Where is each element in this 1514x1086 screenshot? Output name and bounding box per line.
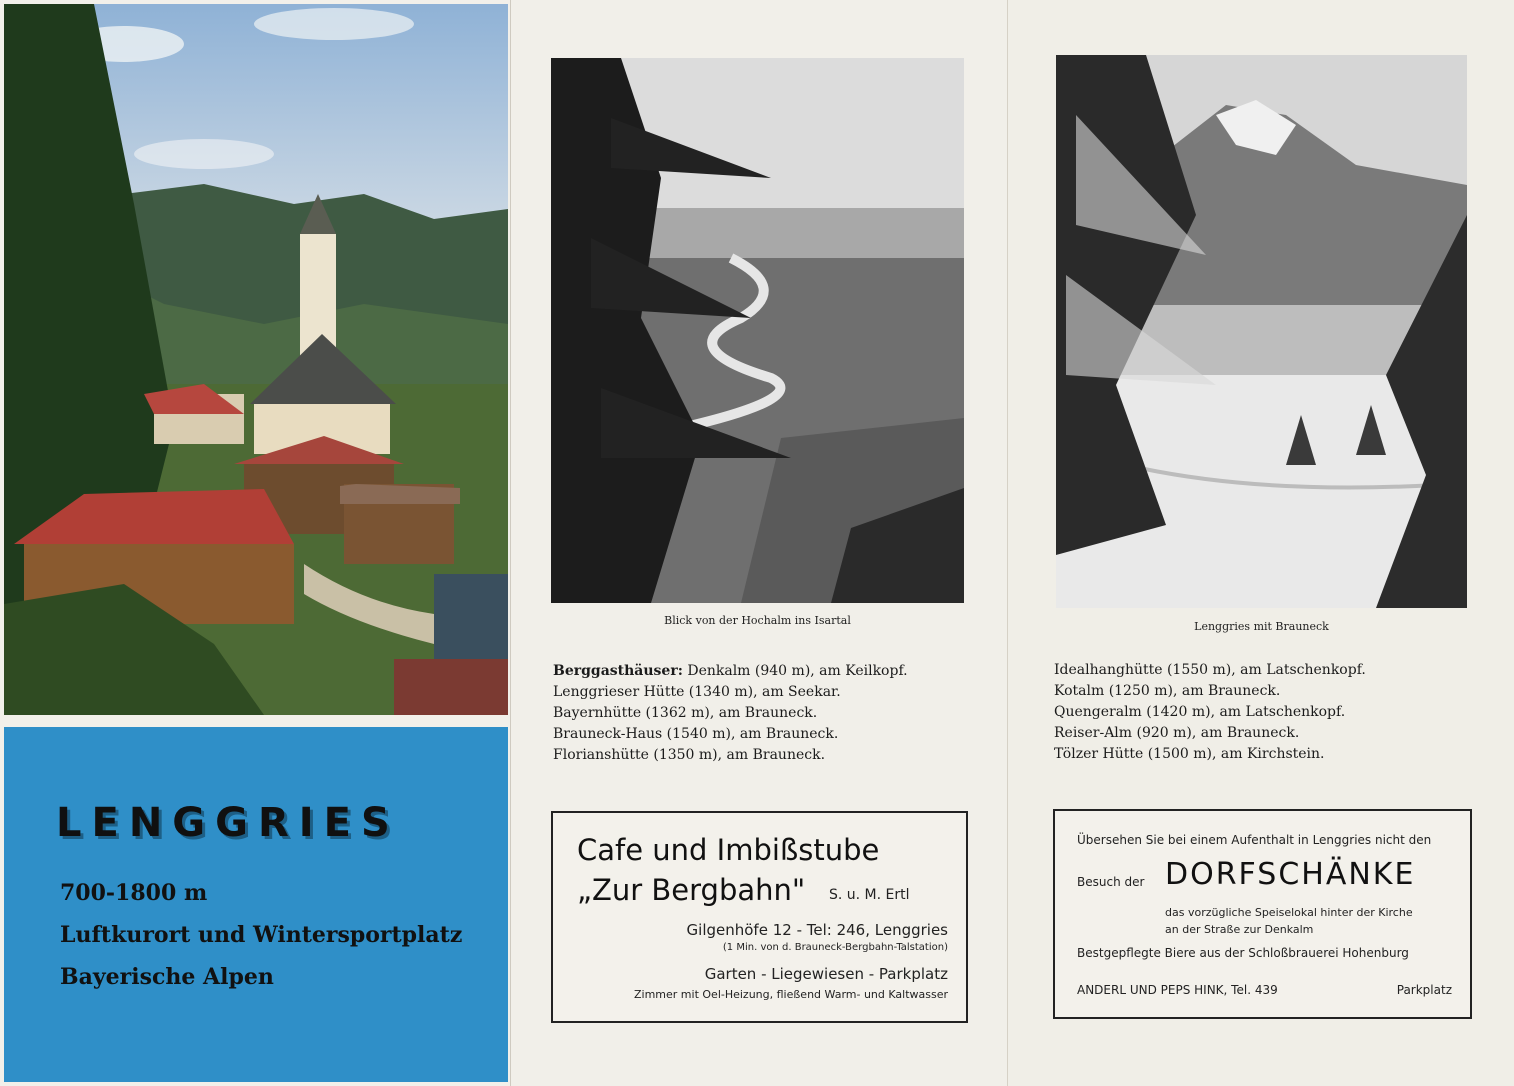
ad-dorf-intro: Übersehen Sie bei einem Aufenthalt in Lenggries nicht den <box>1077 833 1432 847</box>
photo-lenggries-brauneck <box>1056 55 1467 608</box>
cover-subtitle: Luftkurort und Wintersportplatz <box>60 922 463 948</box>
ad-cafe-rooms: Zimmer mit Oel-Heizung, fließend Warm- und Kaltwasser <box>634 988 948 1001</box>
ad-cafe-owner: S. u. M. Ertl <box>829 887 910 903</box>
list-item: Quengeralm (1420 m), am Latschenkopf. <box>1054 704 1346 720</box>
cover-region: Bayerische Alpen <box>60 964 274 990</box>
ad-cafe-zur-bergbahn <box>551 811 968 1023</box>
cover-altitude: 700-1800 m <box>60 880 208 906</box>
ad-dorf-desc2: an der Straße zur Denkalm <box>1165 923 1314 936</box>
list-item: Bayernhütte (1362 m), am Brauneck. <box>553 705 818 721</box>
ad-dorf-desc1: das vorzügliche Speiselokal hinter der Kirche <box>1165 906 1413 919</box>
cover-title: LENGGRIES <box>56 800 400 846</box>
ad-cafe-distance: (1 Min. von d. Brauneck-Bergbahn-Talstation) <box>722 942 948 953</box>
ad-dorfschaenke <box>1053 809 1472 1019</box>
list-item: Reiser-Alm (920 m), am Brauneck. <box>1054 725 1300 741</box>
cover-panel <box>0 0 510 1086</box>
list-item: Idealhanghütte (1550 m), am Latschenkopf. <box>1054 662 1366 678</box>
huts-heading: Berggasthäuser: <box>553 663 683 679</box>
huts-list-right <box>1054 660 1366 765</box>
ad-cafe-amenities: Garten - Liegewiesen - Parkplatz <box>704 965 948 983</box>
cover-photo-illustration <box>4 4 508 715</box>
cover-photo-church-village <box>4 4 508 715</box>
ad-cafe-line1: Cafe und Imbißstube <box>577 833 880 867</box>
list-item: Brauneck-Haus (1540 m), am Brauneck. <box>553 726 839 742</box>
ad-dorf-besuch: Besuch der <box>1077 875 1145 889</box>
list-item: Lenggrieser Hütte (1340 m), am Seekar. <box>553 684 841 700</box>
ad-dorf-parking: Parkplatz <box>1396 983 1452 997</box>
ad-dorf-beer: Bestgepflegte Biere aus der Schloßbrauerei Hohenburg <box>1077 946 1409 960</box>
ad-cafe-address: Gilgenhöfe 12 - Tel: 246, Lenggries <box>686 921 948 939</box>
photo-isartal-caption: Blick von der Hochalm ins Isartal <box>664 614 851 627</box>
list-item: Kotalm (1250 m), am Brauneck. <box>1054 683 1281 699</box>
photo-lenggries-caption: Lenggries mit Brauneck <box>1194 620 1329 633</box>
list-item: Tölzer Hütte (1500 m), am Kirchstein. <box>1054 746 1325 762</box>
photo-isartal <box>551 58 964 603</box>
hut-name: Denkalm (940 m), am Keilkopf. <box>687 663 908 679</box>
huts-list-middle <box>553 661 908 766</box>
middle-panel <box>510 0 1007 1086</box>
list-item <box>553 661 908 682</box>
ad-cafe-line2: „Zur Bergbahn" <box>577 873 806 907</box>
ad-dorf-owners: ANDERL UND PEPS HINK, Tel. 439 <box>1077 983 1278 997</box>
photo-lenggries-illustration <box>1056 55 1467 608</box>
ad-dorf-name: DORFSCHÄNKE <box>1165 857 1416 892</box>
right-panel <box>1007 0 1514 1086</box>
list-item: Florianshütte (1350 m), am Brauneck. <box>553 747 826 763</box>
photo-isartal-illustration <box>551 58 964 603</box>
